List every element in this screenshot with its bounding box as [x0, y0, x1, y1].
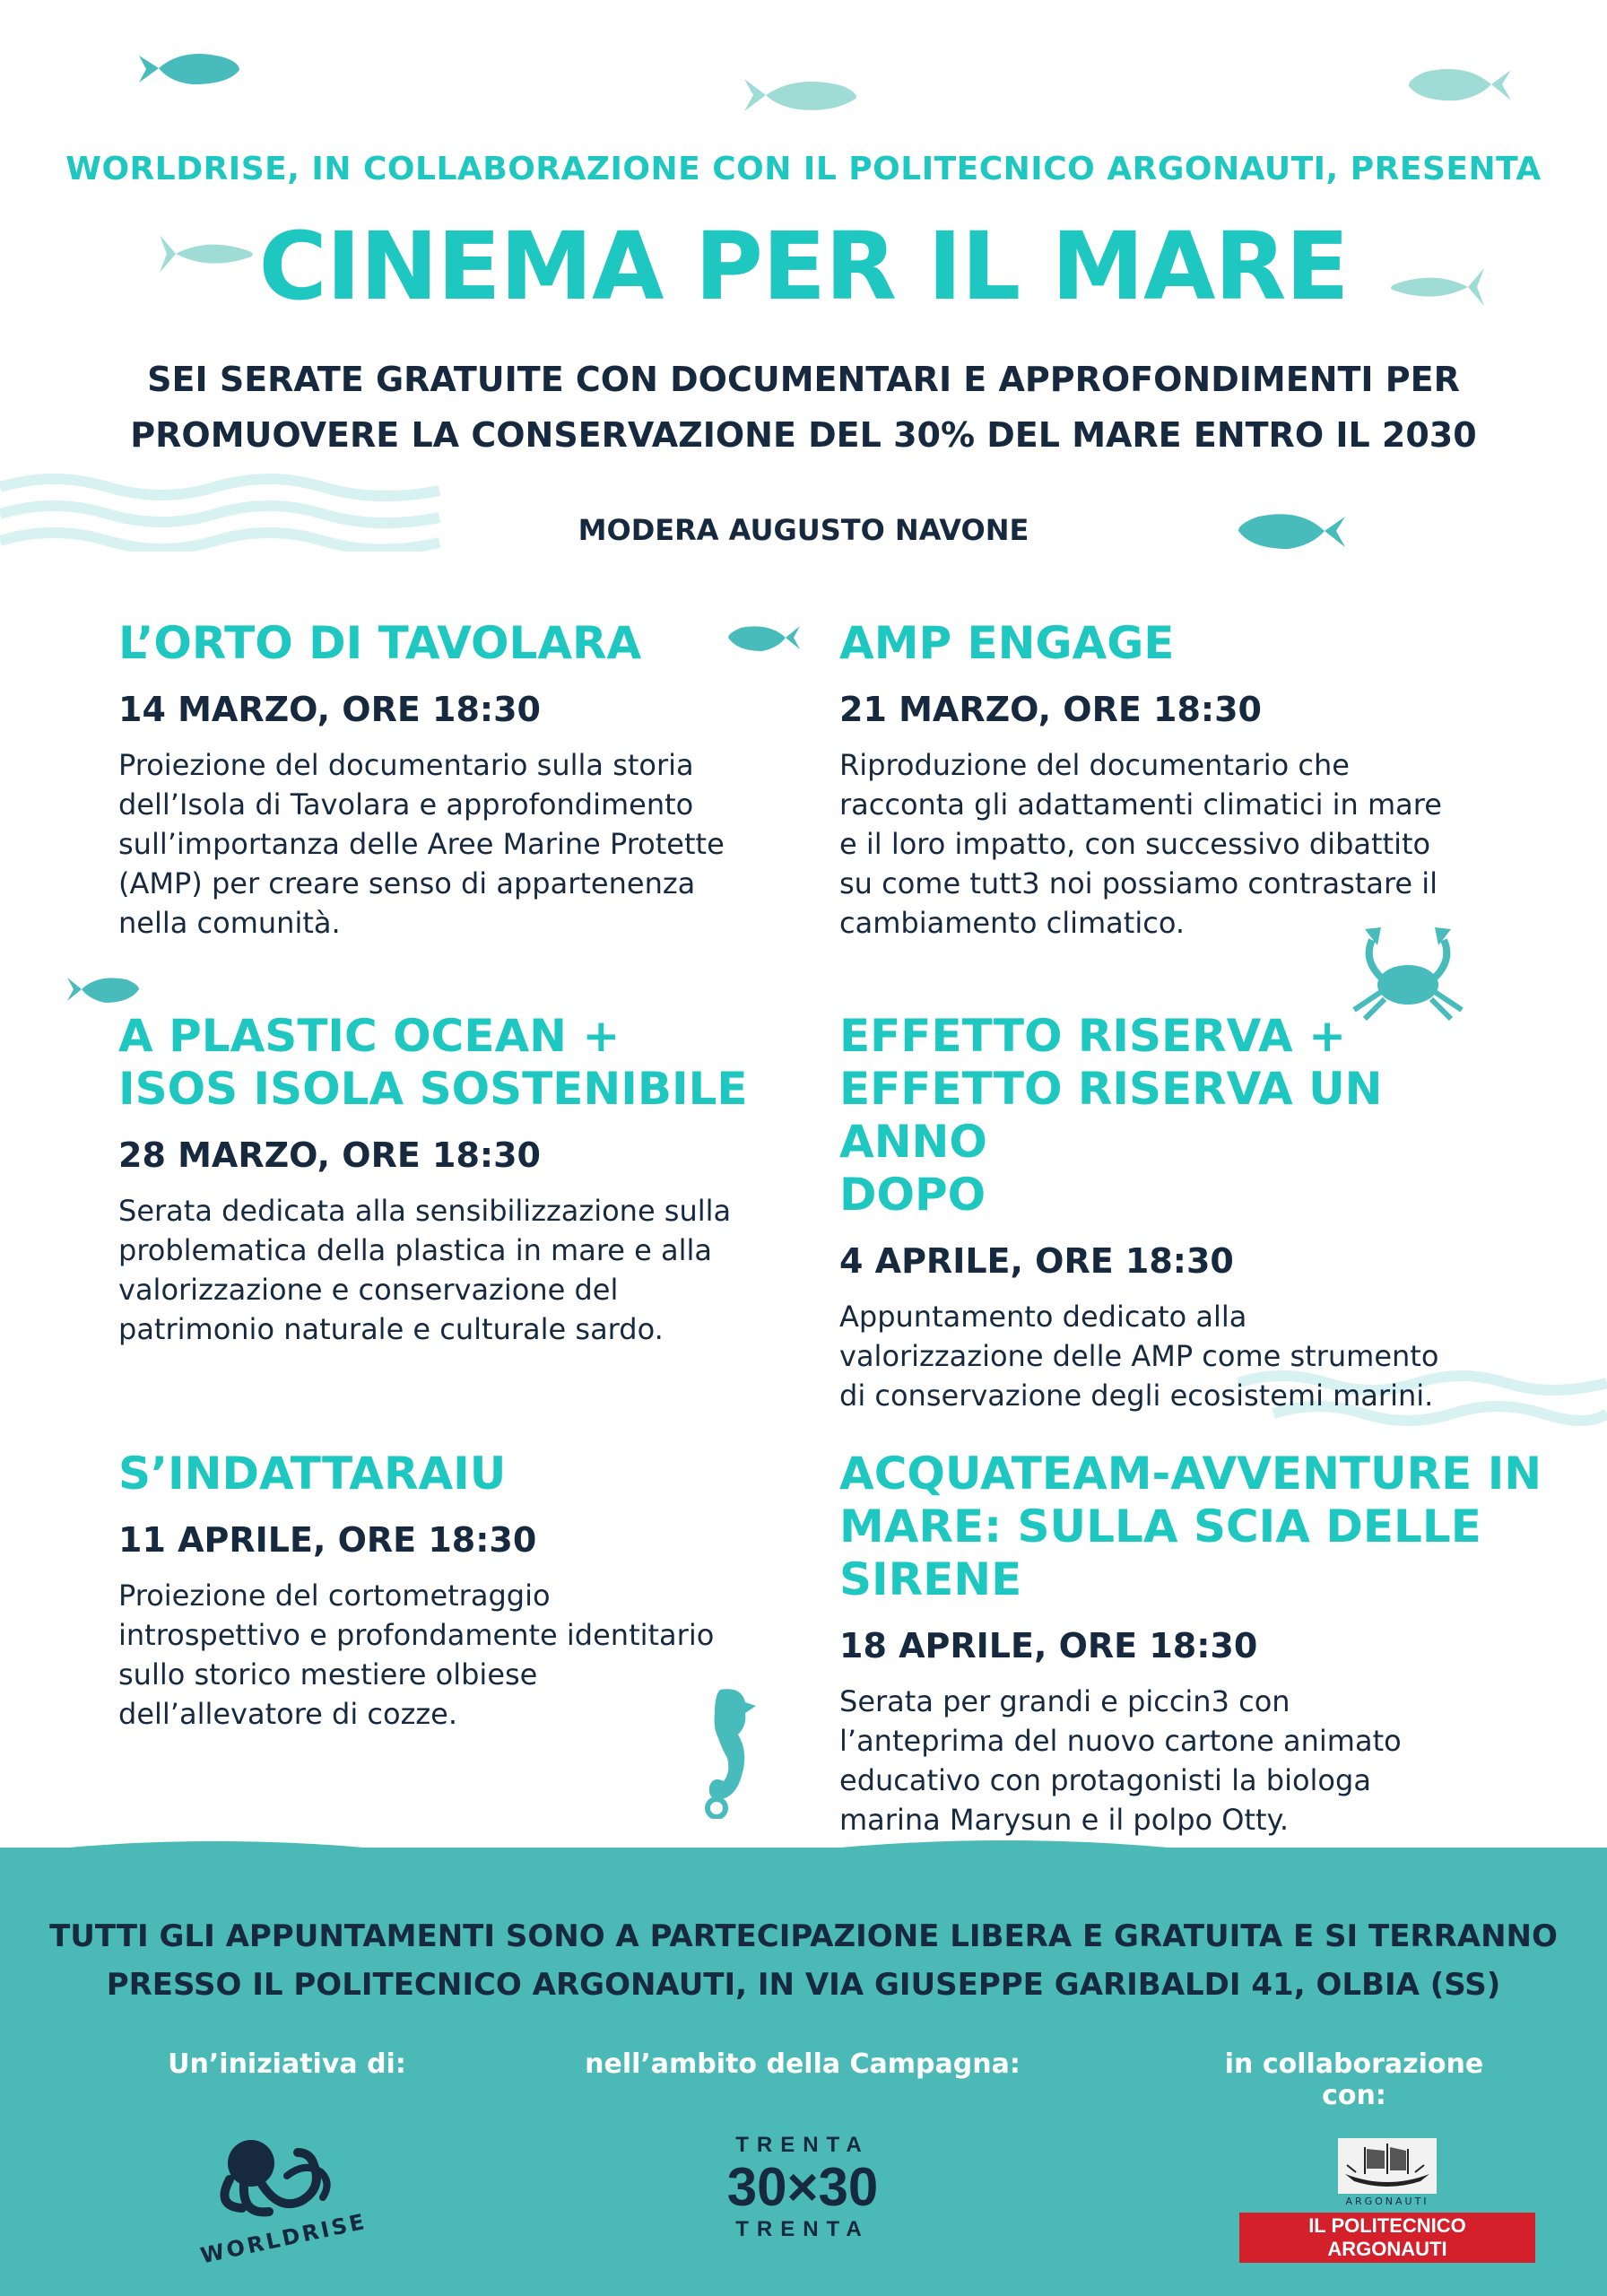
event-orto-di-tavolara [118, 617, 782, 943]
event-title: S’INDATTARAIU [118, 1448, 507, 1500]
page-title: CINEMA PER IL MARE [258, 212, 1349, 321]
event-a-plastic-ocean [118, 1010, 782, 1349]
event-description: Proiezione del cortometraggio introspettivo e profondamente identitario sullo storico mestiere olbiese dell’allevatore di cozze. [118, 1578, 715, 1731]
fish-icon [139, 45, 242, 94]
event-description: Proiezione del documentario sulla storia dell’Isola di Tavolara e approfondimento sull’importanza delle Aree Marine Protette (AMP) per creare senso di appartenenza nella comunità. [118, 748, 725, 940]
footer-note: TUTTI GLI APPUNTAMENTI SONO A PARTECIPAZIONE LIBERA E GRATUITA E SI TERRANNO PRESSO IL POLITECNICO ARGONAUTI, IN VIA GIUSEPPE GARIBALDI 41, OLBIA (SS) [49, 1918, 1558, 2003]
label-campaign: nell’ambito della Campagna: [585, 2048, 1021, 2080]
argonauti-logo: ARGONAUTI IL POLITECNICO ARGONAUTI [1239, 2138, 1535, 2263]
label-collab: in collaborazione con: [1224, 2048, 1484, 2111]
event-title: A PLASTIC OCEAN + ISOS ISOLA SOSTENIBILE [118, 1010, 748, 1115]
fish-icon [1403, 61, 1511, 108]
event-effetto-riserva [839, 1010, 1503, 1415]
event-title: EFFETTO RISERVA + EFFETTO RISERVA UN ANNO DOPO [839, 1010, 1383, 1221]
event-title: ACQUATEAM-AVVENTURE IN MARE: SULLA SCIA DELLE SIRENE [839, 1448, 1542, 1605]
event-date: 18 APRILE, ORE 18:30 [839, 1626, 1258, 1665]
page-subtitle: SEI SERATE GRATUITE CON DOCUMENTARI E APPROFONDIMENTI PER PROMUOVERE LA CONSERVAZIONE DEL 30% DEL MARE ENTRO IL 2030 [130, 360, 1477, 455]
worldrise-wordmark: WORLDRISE [198, 2208, 369, 2269]
event-description: Serata per grandi e piccin3 con l’anteprima del nuovo cartone animato educativo con protagonisti la biologa marina Marysun e il polpo Otty. [839, 1684, 1402, 1837]
event-title: L’ORTO DI TAVOLARA [118, 617, 642, 669]
ship-icon [1338, 2138, 1437, 2194]
event-date: 14 MARZO, ORE 18:30 [118, 690, 541, 729]
moderator: MODERA AUGUSTO NAVONE [578, 513, 1029, 547]
event-date: 21 MARZO, ORE 18:30 [839, 690, 1262, 729]
event-sindattaraiu [118, 1448, 782, 1734]
event-description: Serata dedicata alla sensibilizzazione sulla problematica della plastica in mare e alla valorizzazione e conservazione del patrimonio naturale e culturale sardo. [118, 1194, 732, 1346]
trenta-logo: TRENTA 30×30 TRENTA [726, 2133, 879, 2241]
event-date: 4 APRILE, ORE 18:30 [839, 1241, 1234, 1281]
label-initiative: Un’iniziativa di: [168, 2048, 406, 2080]
event-description: Riproduzione del documentario che racconta gli adattamenti climatici in mare e il loro impatto, con successivo dibattito su come tutt3 noi possiamo contrastare il cambiamento climatico. [839, 748, 1442, 940]
event-date: 28 MARZO, ORE 18:30 [118, 1135, 541, 1175]
event-description: Appuntamento dedicato alla valorizzazione delle AMP come strumento di conservazione degli ecosistemi marini. [839, 1300, 1439, 1413]
fish-icon [744, 74, 861, 117]
event-amp-engage [839, 617, 1503, 943]
event-date: 11 APRILE, ORE 18:30 [118, 1520, 537, 1560]
event-acquateam [839, 1448, 1575, 1839]
presenter-line: WORLDRISE, IN COLLABORAZIONE CON IL POLITECNICO ARGONAUTI, PRESENTA [65, 151, 1542, 187]
fish-icon [67, 970, 141, 1008]
worldrise-logo [179, 2126, 369, 2269]
event-title: AMP ENGAGE [839, 617, 1175, 669]
